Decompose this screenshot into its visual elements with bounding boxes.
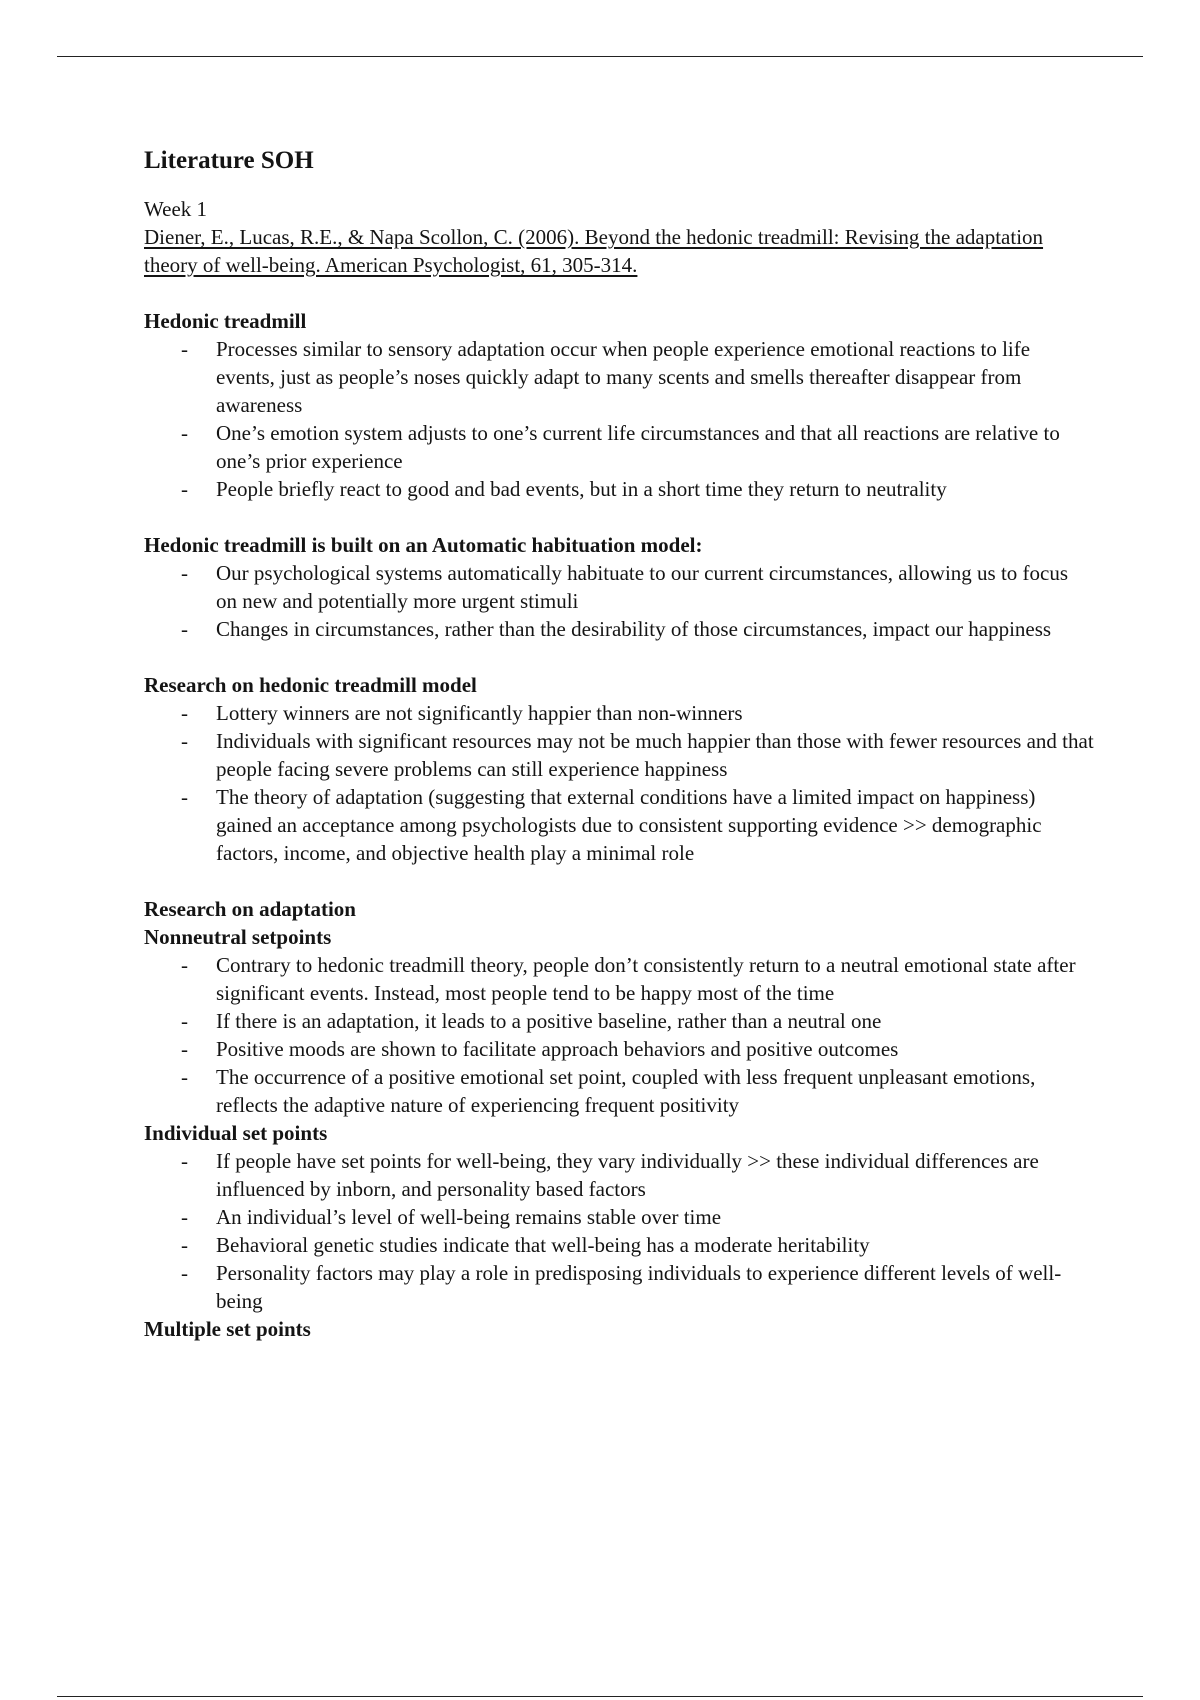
section-heading: Nonneutral setpoints [144,925,332,949]
citation: Diener, E., Lucas, R.E., & Napa Scollon, C. (2006). Beyond the hedonic treadmill: Revising the adaptation theory of well-being. American Psychologist, 61, 305-314. [144,225,1044,277]
bullet-dash: - [181,477,188,501]
list-item [144,1231,1094,1259]
section-heading: Hedonic treadmill [144,309,307,333]
list-item-text: People briefly react to good and bad events, but in a short time they return to neutrality [216,477,947,501]
section-automatic-habituation [144,531,1094,643]
bullet-list [144,1147,1094,1315]
list-item-text: Processes similar to sensory adaptation occur when people experience emotional reactions to life events, just as people’s noses quickly adapt to many scents and smells thereafter disappear from awareness [216,337,1031,417]
list-item-text: If there is an adaptation, it leads to a positive baseline, rather than a neutral one [216,1009,882,1033]
bullet-dash: - [181,1149,188,1173]
bullet-dash: - [181,953,188,977]
list-item-text: Positive moods are shown to facilitate approach behaviors and positive outcomes [216,1037,899,1061]
bullet-dash: - [181,729,188,753]
bullet-dash: - [181,561,188,585]
section-heading: Hedonic treadmill is built on an Automatic habituation model: [144,533,703,557]
header-rule [57,56,1143,57]
section-nonneutral-setpoints [144,923,1094,1119]
bullet-dash: - [181,1205,188,1229]
list-item-text: One’s emotion system adjusts to one’s current life circumstances and that all reactions are relative to one’s prior experience [216,421,1060,473]
list-item-text: An individual’s level of well-being remains stable over time [216,1205,722,1229]
list-item [144,783,1094,867]
bullet-dash: - [181,785,188,809]
list-item-text: The occurrence of a positive emotional set point, coupled with less frequent unpleasant emotions, reflects the adaptive nature of experiencing frequent positivity [216,1065,1036,1117]
document-title: Literature SOH [144,147,314,174]
bullet-dash: - [181,1009,188,1033]
list-item [144,951,1094,1007]
section-research-adaptation [144,895,1094,923]
list-item-text: Lottery winners are not significantly happier than non-winners [216,701,743,725]
footer-rule [57,1696,1143,1697]
week-label: Week 1 [144,197,208,221]
document-body [144,144,1094,1343]
bullet-list [144,335,1094,503]
list-item [144,475,1094,503]
bullet-dash: - [181,1065,188,1089]
bullet-list [144,951,1094,1119]
section-heading: Multiple set points [144,1317,311,1341]
list-item [144,419,1094,475]
bullet-dash: - [181,421,188,445]
list-item-text: Changes in circumstances, rather than the desirability of those circumstances, impact our happiness [216,617,1052,641]
bullet-dash: - [181,701,188,725]
list-item [144,1203,1094,1231]
list-item-text: Personality factors may play a role in predisposing individuals to experience different levels of well-being [216,1261,1062,1313]
section-hedonic-treadmill [144,307,1094,503]
bullet-dash: - [181,337,188,361]
bullet-dash: - [181,1037,188,1061]
list-item-text: Behavioral genetic studies indicate that well-being has a moderate heritability [216,1233,870,1257]
bullet-list [144,559,1094,643]
list-item [144,1007,1094,1035]
list-item-text: Contrary to hedonic treadmill theory, people don’t consistently return to a neutral emotional state after significant events. Instead, most people tend to be happy most of the time [216,953,1076,1005]
section-research-hedonic-treadmill [144,671,1094,867]
list-item [144,1259,1094,1315]
list-item [144,1063,1094,1119]
list-item [144,559,1094,615]
bullet-dash: - [181,1261,188,1285]
bullet-list [144,699,1094,867]
bullet-dash: - [181,1233,188,1257]
list-item [144,1147,1094,1203]
bullet-dash: - [181,617,188,641]
list-item [144,699,1094,727]
list-item [144,615,1094,643]
section-heading: Individual set points [144,1121,328,1145]
section-individual-set-points [144,1119,1094,1315]
list-item [144,727,1094,783]
list-item-text: Individuals with significant resources may not be much happier than those with fewer resources and that people facing severe problems can still experience happiness [216,729,1094,781]
section-heading: Research on hedonic treadmill model [144,673,477,697]
section-multiple-set-points [144,1315,1094,1343]
list-item-text: The theory of adaptation (suggesting that external conditions have a limited impact on happiness) gained an acceptance among psychologists due to consistent supporting evidence >> demographic factors, income, and objective health play a minimal role [216,785,1042,865]
list-item [144,335,1094,419]
list-item [144,1035,1094,1063]
list-item-text: Our psychological systems automatically habituate to our current circumstances, allowing us to focus on new and potentially more urgent stimuli [216,561,1069,613]
section-heading: Research on adaptation [144,897,356,921]
list-item-text: If people have set points for well-being, they vary individually >> these individual differences are influenced by inborn, and personality based factors [216,1149,1039,1201]
